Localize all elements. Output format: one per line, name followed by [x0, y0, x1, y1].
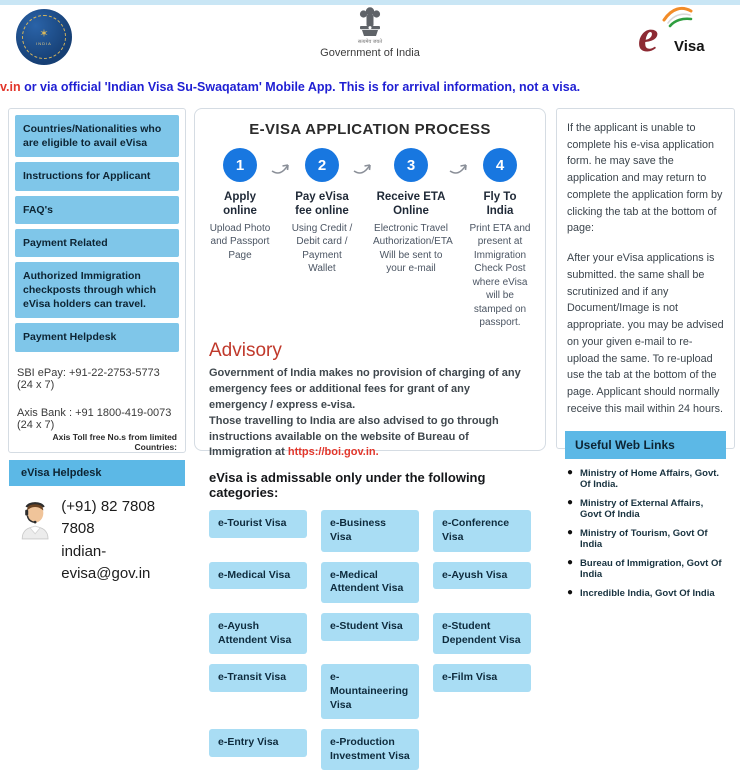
arrow-right-icon	[271, 160, 291, 176]
government-header	[290, 6, 450, 59]
step-desc: Using Credit / Debit card / Payment Wallet	[291, 222, 353, 275]
step-title: Receive ETA Online	[376, 191, 446, 218]
evisa-logo	[634, 6, 714, 66]
step-title: Apply online	[223, 191, 257, 218]
visa-categories-grid	[209, 510, 531, 770]
main-content	[194, 108, 546, 762]
evisa-helpdesk-header: eVisa Helpdesk	[9, 460, 185, 486]
step-apply-online	[209, 148, 271, 330]
boi-link[interactable]: https://boi.gov.in.	[287, 446, 379, 459]
seal-label: INDIA	[36, 40, 52, 46]
helpdesk-phone: (+91) 82 7808 7808	[61, 497, 156, 538]
sidebar-item-eligible-countries[interactable]: Countries/Nationalities who are eligible to avail eVisa	[15, 115, 179, 157]
link-label: Incredible India, Govt Of India	[580, 588, 715, 600]
helpdesk-email[interactable]: indian-evisa@gov.in	[61, 542, 151, 583]
flame-icon	[660, 4, 694, 28]
sbi-epay-contact: SBI ePay: +91-22-2753-5773 (24 x 7)	[17, 366, 160, 391]
step-number-badge: 4	[483, 148, 517, 182]
payment-contacts	[15, 357, 179, 452]
step-title: Pay eVisa fee online	[295, 191, 349, 218]
axis-bank-contact: Axis Bank : +91 1800-419-0073 (24 x 7)	[17, 406, 172, 431]
step-pay-fee	[291, 148, 353, 330]
visa-tile-student-dependent[interactable]: e-Student Dependent Visa	[433, 613, 531, 654]
link-label: Ministry of Tourism, Govt Of India	[580, 528, 708, 551]
step-number-badge: 1	[223, 148, 257, 182]
top-strip	[0, 0, 740, 5]
step-desc: Print ETA and present at Immigration Check Post where eVisa will be stamped on passport.	[469, 222, 531, 329]
emblem-caption: सत्यमेव जयते	[357, 39, 383, 45]
advisory-para-2-text: Those travelling to India are also advised to go through instructions available on the website of Bureau of Immigration at	[209, 414, 499, 459]
notice-marquee	[0, 80, 740, 94]
visa-tile-medical-attendent[interactable]: e-Medical Attendent Visa	[321, 562, 419, 603]
bullet-icon: ●	[567, 467, 574, 479]
government-of-india-label: Government of India	[320, 47, 420, 59]
seal-inner-ring	[22, 15, 66, 59]
process-title: E-VISA APPLICATION PROCESS	[249, 121, 491, 138]
sidebar-item-faqs[interactable]: FAQ's	[15, 196, 179, 224]
link-incredible-india[interactable]	[567, 588, 724, 599]
advisory-para-1: Government of India makes no provision of charging of any emergency fees or additional fees for grant of any emergency / express e-visa.	[209, 366, 521, 411]
link-ministry-external-affairs[interactable]	[567, 498, 724, 520]
step-desc: Upload Photo and Passport Page	[209, 222, 271, 261]
scrutiny-note: After your eVisa applications is submitted. the same shall be scrutinized and if any Document/Image is not appropriate. you may be advised on your given e-mail to re-upload the same. To re-upload use the tab at the bottom of the page. Applicant should normally receive this mail within 24 hours.	[567, 252, 724, 415]
link-ministry-tourism[interactable]	[567, 528, 724, 550]
arrow-right-icon	[353, 160, 373, 176]
step-title: Fly To India	[483, 191, 517, 218]
link-label: Bureau of Immigration, Govt Of India	[580, 558, 722, 581]
sidebar-item-checkposts[interactable]: Authorized Immigration checkposts through which eVisa holders can travel.	[15, 262, 179, 319]
evisa-logo-e: e	[638, 10, 659, 61]
arrow-right-icon	[449, 160, 469, 176]
advisory-heading: Advisory	[209, 339, 282, 361]
visa-tile-mountaineering[interactable]: e-Mountaineering Visa	[321, 664, 419, 719]
left-sidebar	[8, 108, 186, 583]
link-label: Ministry of Home Affairs, Govt. Of India.	[580, 468, 720, 491]
sidebar-item-payment-related[interactable]: Payment Related	[15, 229, 179, 257]
visa-tile-ayush-attendent[interactable]: e-Ayush Attendent Visa	[209, 613, 307, 654]
bullet-icon: ●	[567, 527, 574, 539]
save-application-note: If the applicant is unable to complete his e-visa application form. he may save the application and may return to complete the application form by clicking the tab at the bottom of page:	[567, 122, 723, 235]
support-agent-icon	[17, 496, 53, 544]
link-ministry-home-affairs[interactable]	[567, 468, 724, 490]
visa-tile-entry[interactable]: e-Entry Visa	[209, 729, 307, 757]
right-panel	[556, 108, 735, 600]
visa-tile-student[interactable]: e-Student Visa	[321, 613, 419, 641]
helpdesk-contact	[15, 486, 179, 596]
link-label: Ministry of External Affairs, Govt Of India	[580, 498, 704, 521]
visa-tile-conference[interactable]: e-Conference Visa	[433, 510, 531, 551]
step-receive-eta	[373, 148, 453, 330]
categories-heading: eVisa is admissable only under the following categories:	[209, 470, 486, 501]
link-bureau-immigration[interactable]	[567, 558, 724, 580]
national-emblem-icon	[357, 6, 383, 38]
visa-tile-tourist[interactable]: e-Tourist Visa	[209, 510, 307, 538]
evisa-logo-visa: Visa	[674, 38, 705, 55]
visa-tile-medical[interactable]: e-Medical Visa	[209, 562, 307, 590]
process-steps	[209, 148, 531, 330]
visa-tile-production-investment[interactable]: e-Production Investment Visa	[321, 729, 419, 770]
visa-tile-business[interactable]: e-Business Visa	[321, 510, 419, 551]
useful-web-links-header: Useful Web Links	[565, 431, 726, 459]
axis-tollfree-note: Axis Toll free No.s from limited Countries:	[52, 431, 177, 452]
visa-tile-transit[interactable]: e-Transit Visa	[209, 664, 307, 692]
useful-web-links-list	[567, 468, 724, 599]
bullet-icon: ●	[567, 587, 574, 599]
sidebar-item-payment-helpdesk[interactable]: Payment Helpdesk	[15, 323, 179, 351]
step-number-badge: 3	[394, 148, 428, 182]
notice-url-fragment: v.in	[0, 80, 21, 94]
visa-tile-ayush[interactable]: e-Ayush Visa	[433, 562, 531, 590]
bullet-icon: ●	[567, 557, 574, 569]
step-fly-to-india	[469, 148, 531, 330]
bureau-of-immigration-seal	[16, 9, 72, 65]
advisory-para-2	[209, 414, 531, 462]
bullet-icon: ●	[567, 497, 574, 509]
step-desc: Electronic Travel Authorization/ETA Will be sent to your e-mail	[373, 222, 453, 275]
seal-emblem-icon: ✶	[39, 27, 49, 40]
notice-text: or via official 'Indian Visa Su-Swaqatam' Mobile App. This is for arrival information, not a visa.	[20, 80, 581, 94]
visa-tile-film[interactable]: e-Film Visa	[433, 664, 531, 692]
step-number-badge: 2	[305, 148, 339, 182]
sidebar-item-instructions[interactable]: Instructions for Applicant	[15, 162, 179, 190]
